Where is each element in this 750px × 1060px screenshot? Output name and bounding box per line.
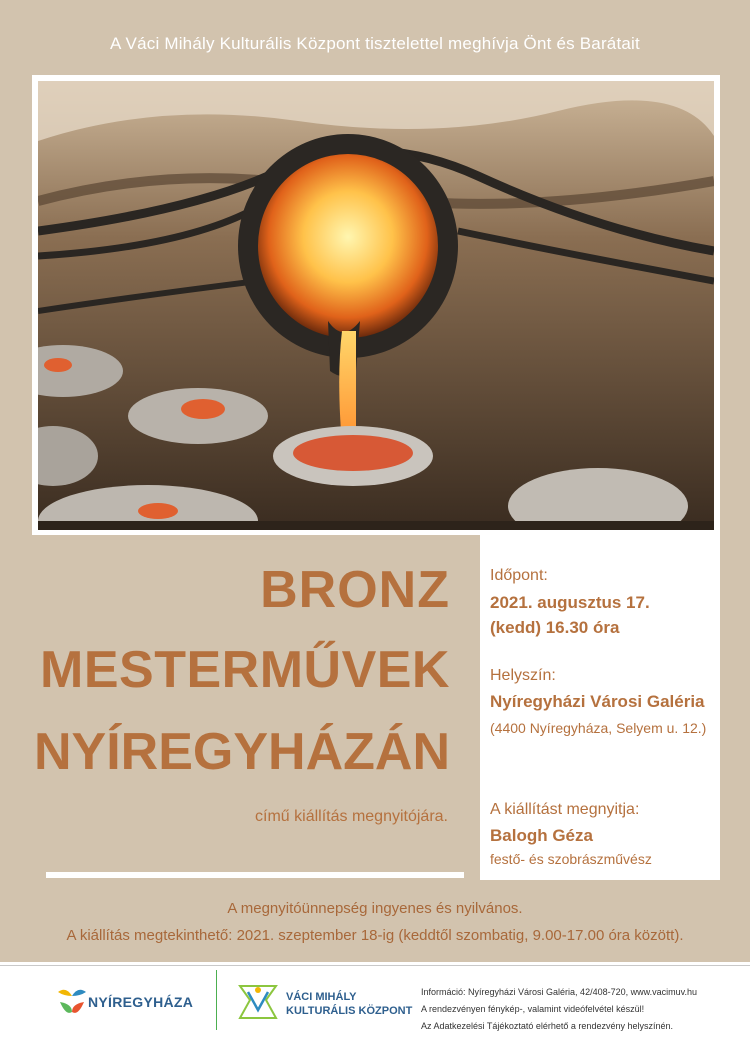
vmkk-logo-text bbox=[286, 990, 412, 1018]
place-address: (4400 Nyíregyháza, Selyem u. 12.) bbox=[490, 720, 707, 736]
title-subtitle: című kiállítás megnyitójára. bbox=[255, 808, 448, 825]
footer-info-privacy: Az Adatkezelési Tájékoztató elérhető a rendezvény helyszínén. bbox=[421, 1021, 673, 1031]
nyiregyhaza-logo-text: NYÍREGYHÁZA bbox=[88, 994, 194, 1010]
footer-separator bbox=[216, 970, 217, 1030]
opener-role: festő- és szobrászművész bbox=[490, 851, 652, 867]
title-line-2: MESTERMŰVEK bbox=[40, 641, 450, 699]
bronze-casting-photo bbox=[38, 81, 714, 530]
time-label: Időpont: bbox=[490, 567, 548, 584]
footer-divider bbox=[0, 965, 750, 966]
place-name: Nyíregyházi Városi Galéria bbox=[490, 692, 705, 711]
invitation-line: A Váci Mihály Kulturális Központ tisztelettel meghívja Önt és Barátait bbox=[110, 34, 640, 53]
place-label: Helyszín: bbox=[490, 667, 556, 684]
free-entry-note: A megnyitóünnepség ingyenes és nyilvános. bbox=[227, 900, 523, 917]
footer-info-recording: A rendezvényen fénykép-, valamint videófelvétel készül! bbox=[421, 1004, 645, 1014]
footer-info bbox=[421, 984, 697, 1035]
event-time: (kedd) 16.30 óra bbox=[490, 618, 620, 637]
vmkk-logo-line1: VÁCI MIHÁLY bbox=[286, 991, 357, 1003]
opener-label: A kiállítást megnyitja: bbox=[490, 801, 640, 818]
title-line-3: NYÍREGYHÁZÁN bbox=[33, 723, 450, 781]
divider-rule bbox=[46, 872, 464, 878]
viewing-dates-note: A kiállítás megtekinthető: 2021. szeptember 18-ig (keddtől szombatig, 9.00-17.00 óra között). bbox=[66, 927, 684, 944]
title-line-1: BRONZ bbox=[260, 561, 450, 619]
footer-info-contact: Információ: Nyíregyházi Városi Galéria, 42/408-720, www.vacimuv.hu bbox=[421, 987, 697, 997]
vmkk-logo-icon bbox=[236, 980, 280, 1024]
nyiregyhaza-logo-icon bbox=[52, 982, 92, 1022]
event-date: 2021. augusztus 17. bbox=[490, 593, 650, 612]
vmkk-logo-line2: KULTURÁLIS KÖZPONT bbox=[286, 1005, 413, 1017]
opener-name: Balogh Géza bbox=[490, 826, 593, 845]
